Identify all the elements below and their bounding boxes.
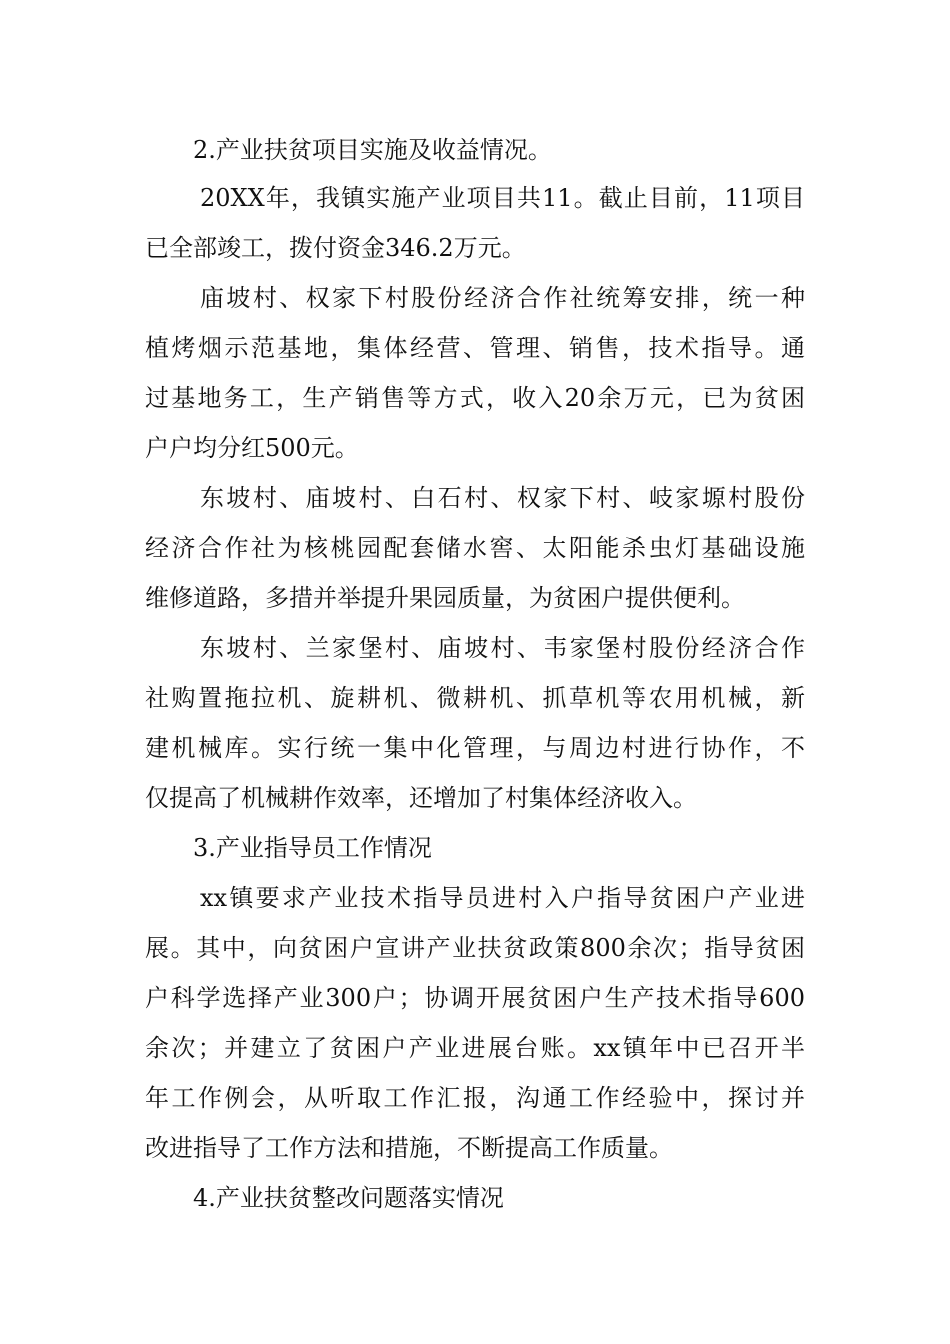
paragraph-line: 建机械库。实行统一集中化管理，与周边村进行协作，不 xyxy=(145,734,805,762)
paragraph-line: 社购置拖拉机、旋耕机、微耕机、抓草机等农用机械，新 xyxy=(145,684,805,712)
paragraph-line: 户户均分红500元。 xyxy=(145,434,359,462)
paragraph-line: 展。其中，向贫困户宣讲产业扶贫政策800余次；指导贫困 xyxy=(145,934,805,962)
paragraph-line: 余次；并建立了贫困户产业进展台账。xx镇年中已召开半 xyxy=(145,1034,805,1062)
section-heading: 3.产业指导员工作情况 xyxy=(193,834,432,862)
section-heading: 2.产业扶贫项目实施及收益情况。 xyxy=(193,136,552,164)
paragraph-line: 植烤烟示范基地，集体经营、管理、销售，技术指导。通 xyxy=(145,334,805,362)
paragraph-line: 20XX年，我镇实施产业项目共11。截止目前，11项目 xyxy=(200,184,805,212)
paragraph-line: 年工作例会，从听取工作汇报，沟通工作经验中，探讨并 xyxy=(145,1084,805,1112)
paragraph-line: 庙坡村、权家下村股份经济合作社统筹安排，统一种 xyxy=(200,284,805,312)
paragraph-line: 过基地务工，生产销售等方式，收入20余万元，已为贫困 xyxy=(145,384,805,412)
paragraph-line: 改进指导了工作方法和措施，不断提高工作质量。 xyxy=(145,1134,673,1162)
paragraph-line: 已全部竣工，拨付资金346.2万元。 xyxy=(145,234,526,262)
paragraph-line: 户科学选择产业300户；协调开展贫困户生产技术指导600 xyxy=(145,984,805,1012)
paragraph-line: 东坡村、兰家堡村、庙坡村、韦家堡村股份经济合作 xyxy=(200,634,805,662)
section-heading: 4.产业扶贫整改问题落实情况 xyxy=(193,1184,504,1212)
paragraph-line: xx镇要求产业技术指导员进村入户指导贫困户产业进 xyxy=(200,884,805,912)
paragraph-line: 经济合作社为核桃园配套储水窖、太阳能杀虫灯基础设施 xyxy=(145,534,805,562)
paragraph-line: 东坡村、庙坡村、白石村、权家下村、岐家塬村股份 xyxy=(200,484,805,512)
paragraph-line: 仅提高了机械耕作效率，还增加了村集体经济收入。 xyxy=(145,784,697,812)
paragraph-line: 维修道路，多措并举提升果园质量，为贫困户提供便利。 xyxy=(145,584,745,612)
